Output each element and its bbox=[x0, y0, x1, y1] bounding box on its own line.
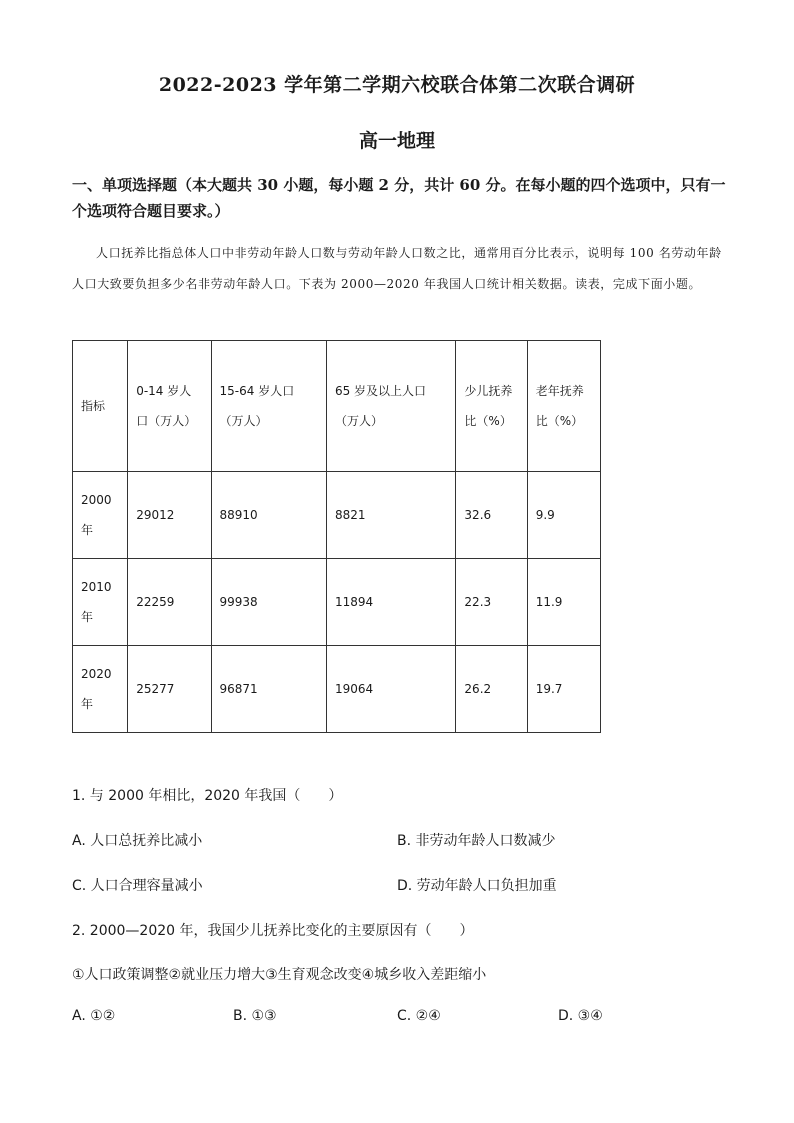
reading-passage: 人口抚养比指总体人口中非劳动年龄人口数与劳动年龄人口数之比，通常用百分比表示，说明每 100 名劳动年龄人口大致要负担多少名非劳动年龄人口。下表为 2000—2020 年我国人口统计相关数据。读表，完成下面小题。 bbox=[72, 246, 722, 291]
table-header-cell: 0-14 岁人口（万人） bbox=[128, 341, 211, 472]
table-cell: 19.7 bbox=[527, 646, 600, 733]
table-header-cell: 老年抚养比（%） bbox=[527, 341, 600, 472]
question-2-stem: 2. 2000—2020 年，我国少儿抚养比变化的主要原因有（ ） bbox=[72, 923, 474, 939]
question-2-option-a[interactable]: A. ①② bbox=[72, 1008, 116, 1024]
table-cell: 11894 bbox=[326, 559, 455, 646]
table-cell: 11.9 bbox=[527, 559, 600, 646]
table-header-cell: 少儿抚养比（%） bbox=[456, 341, 527, 472]
table-cell: 32.6 bbox=[456, 472, 527, 559]
table-cell: 22.3 bbox=[456, 559, 527, 646]
section-heading: 一、单项选择题（本大题共 30 小题，每小题 2 分，共计 60 分。在每小题的四个选项中，只有一个选项符合题目要求。） bbox=[72, 176, 726, 220]
table-header-cell: 指标 bbox=[73, 341, 128, 472]
table-cell: 8821 bbox=[326, 472, 455, 559]
table-row bbox=[73, 646, 601, 733]
exam-title: 2022-2023 学年第二学期六校联合体第二次联合调研 bbox=[158, 74, 636, 96]
question-1-option-b[interactable]: B. 非劳动年龄人口数减少 bbox=[397, 833, 556, 849]
question-2-option-b[interactable]: B. ①③ bbox=[233, 1008, 277, 1024]
question-2-option-c[interactable]: C. ②④ bbox=[397, 1008, 441, 1024]
question-1-stem: 1. 与 2000 年相比，2020 年我国（ ） bbox=[72, 788, 343, 804]
table-cell: 25277 bbox=[128, 646, 211, 733]
table-cell: 2020 年 bbox=[73, 646, 128, 733]
table-row bbox=[73, 472, 601, 559]
question-1-option-d[interactable]: D. 劳动年龄人口负担加重 bbox=[397, 878, 557, 894]
question-2-option-d[interactable]: D. ③④ bbox=[558, 1008, 603, 1024]
table-header-cell: 65 岁及以上人口（万人） bbox=[326, 341, 455, 472]
table-cell: 96871 bbox=[211, 646, 326, 733]
population-table bbox=[72, 340, 601, 733]
table-cell: 99938 bbox=[211, 559, 326, 646]
question-1-option-a[interactable]: A. 人口总抚养比减小 bbox=[72, 833, 203, 849]
table-cell: 22259 bbox=[128, 559, 211, 646]
table-cell: 19064 bbox=[326, 646, 455, 733]
table-cell: 9.9 bbox=[527, 472, 600, 559]
table-cell: 2000 年 bbox=[73, 472, 128, 559]
table-cell: 26.2 bbox=[456, 646, 527, 733]
table-cell: 2010 年 bbox=[73, 559, 128, 646]
table-header-cell: 15-64 岁人口（万人） bbox=[211, 341, 326, 472]
exam-subject: 高一地理 bbox=[358, 130, 435, 152]
question-1-option-c[interactable]: C. 人口合理容量减小 bbox=[72, 878, 203, 894]
question-2-statements: ①人口政策调整②就业压力增大③生育观念改变④城乡收入差距缩小 bbox=[72, 967, 487, 983]
table-row bbox=[73, 559, 601, 646]
table-cell: 29012 bbox=[128, 472, 211, 559]
table-cell: 88910 bbox=[211, 472, 326, 559]
table-header-row bbox=[73, 341, 601, 472]
